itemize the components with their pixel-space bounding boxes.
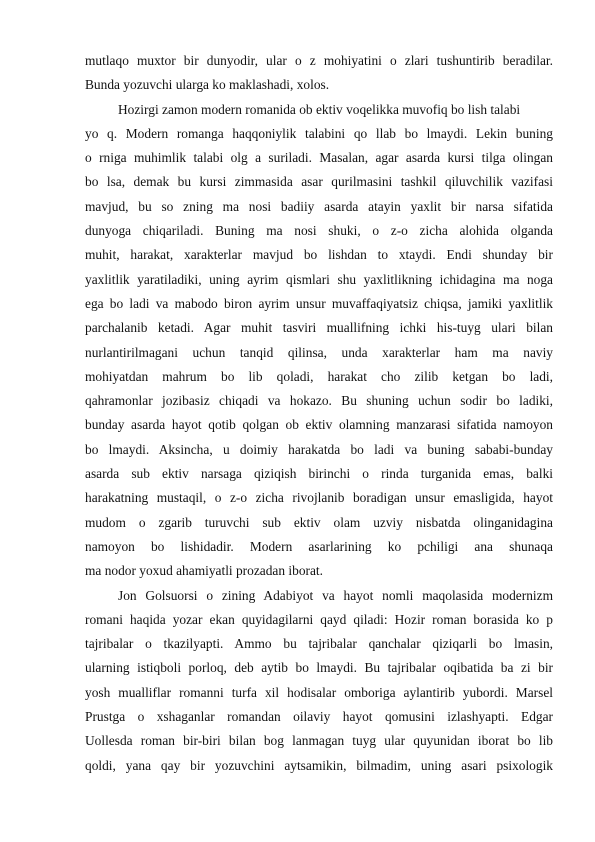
paragraph-first-line: Hozirgi zamon modern romanida ob ektiv voqelikka muvofiq bo lish talabi bbox=[118, 101, 521, 117]
document-page bbox=[85, 49, 553, 778]
text-line: Uollesda roman bir-biri bilan bog lanmagan tuyg ular quyunidan iborat bo lib bbox=[85, 733, 553, 749]
text-line: bo lsa, demak bu kursi zimmasida asar qurilmasini tashkil qiluvchilik vazifasi bbox=[85, 174, 553, 190]
text-line: mohiyatdan mahrum bo lib qoladi, harakat cho zilib ketgan bo ladi, bbox=[85, 368, 553, 384]
text-line: dunyoga chiqariladi. Buning ma nosi shuki, o z-o zicha alohida olganda bbox=[85, 223, 553, 239]
text-line: romani haqida yozar ekan quyidagilarni qayd qiladi: Hozir roman borasida ko p bbox=[85, 611, 553, 627]
text-line: o rniga muhimlik talabi olg a suriladi. Masalan, agar asarda kursi tilga olingan bbox=[85, 150, 553, 166]
text-line: muhit, harakat, xarakterlar mavjud bo lishdan to xtaydi. Endi shunday bir bbox=[85, 247, 553, 263]
text-line: ma nodor yoxud ahamiyatli prozadan iborat. bbox=[85, 563, 323, 579]
text-line: yosh mualliflar romanni turfa xil hodisalar omboriga aylantirib yubordi. Marsel bbox=[85, 684, 553, 700]
text-line: nurlantirilmagani uchun tanqid qilinsa, unda xarakterlar ham ma naviy bbox=[85, 344, 553, 360]
text-line: qoldi, yana qay bir yozuvchini aytsamikin, bilmadim, uning asari psixologik bbox=[85, 757, 553, 773]
text-line: Bunda yozuvchi ularga ko maklashadi, xolos. bbox=[85, 77, 330, 93]
text-line: Prustga o xshaganlar romandan oilaviy hayot qomusini izlashyapti. Edgar bbox=[85, 709, 553, 725]
paragraph-first-line: Jon Golsuorsi o zining Adabiyot va hayot nomli maqolasida modernizm bbox=[118, 587, 553, 603]
text-line: bo lmaydi. Aksincha, u doimiy harakatda bo ladi va buning sababi-bunday bbox=[85, 441, 553, 457]
text-line: ega bo ladi va mabodo biron ayrim unsur muvaffaqiyatsiz chiqsa, jamiki yaxlitlik bbox=[85, 295, 553, 311]
text-line: ularning istiqboli porloq, deb aytib bo lmaydi. Bu tajribalar oqibatida ba zi bir bbox=[85, 660, 553, 676]
text-line: bunday asarda hayot qotib qolgan ob ektiv olamning manzarasi sifatida namoyon bbox=[85, 417, 553, 433]
text-line: mavjud, bu so zning ma nosi badiiy asarda atayin yaxlit bir narsa sifatida bbox=[85, 198, 553, 214]
text-line: mutlaqo muxtor bir dunyodir, ular o z mohiyatini o zlari tushuntirib beradilar. bbox=[85, 53, 553, 68]
text-line: yo q. Modern romanga haqqoniylik talabini qo llab bo lmaydi. Lekin buning bbox=[85, 125, 553, 141]
text-line: qahramonlar jozibasiz chiqadi va hokazo. Bu shuning uchun sodir bo ladiki, bbox=[85, 393, 553, 409]
text-line: harakatning mustaqil, o z-o zicha rivojlanib boradigan unsur emasligida, hayot bbox=[85, 490, 553, 506]
text-line: asarda sub ektiv narsaga qiziqish birinchi o rinda turganida emas, balki bbox=[85, 466, 553, 482]
text-line: yaxlitlik yaratiladiki, uning ayrim qismlari shu yaxlitlikning ichidagina ma noga bbox=[85, 271, 553, 287]
text-line: parchalanib ketadi. Agar muhit tasviri muallifning ichki his-tuyg ulari bilan bbox=[85, 320, 553, 336]
text-line: mudom o zgarib turuvchi sub ektiv olam uzviy nisbatda olinganidagina bbox=[85, 514, 553, 530]
text-line: namoyon bo lishidadir. Modern asarlarining ko pchiligi ana shunaqa bbox=[85, 538, 553, 554]
text-line: tajribalar o tkazilyapti. Ammo bu tajribalar qanchalar qiziqarli bo lmasin, bbox=[85, 636, 553, 652]
